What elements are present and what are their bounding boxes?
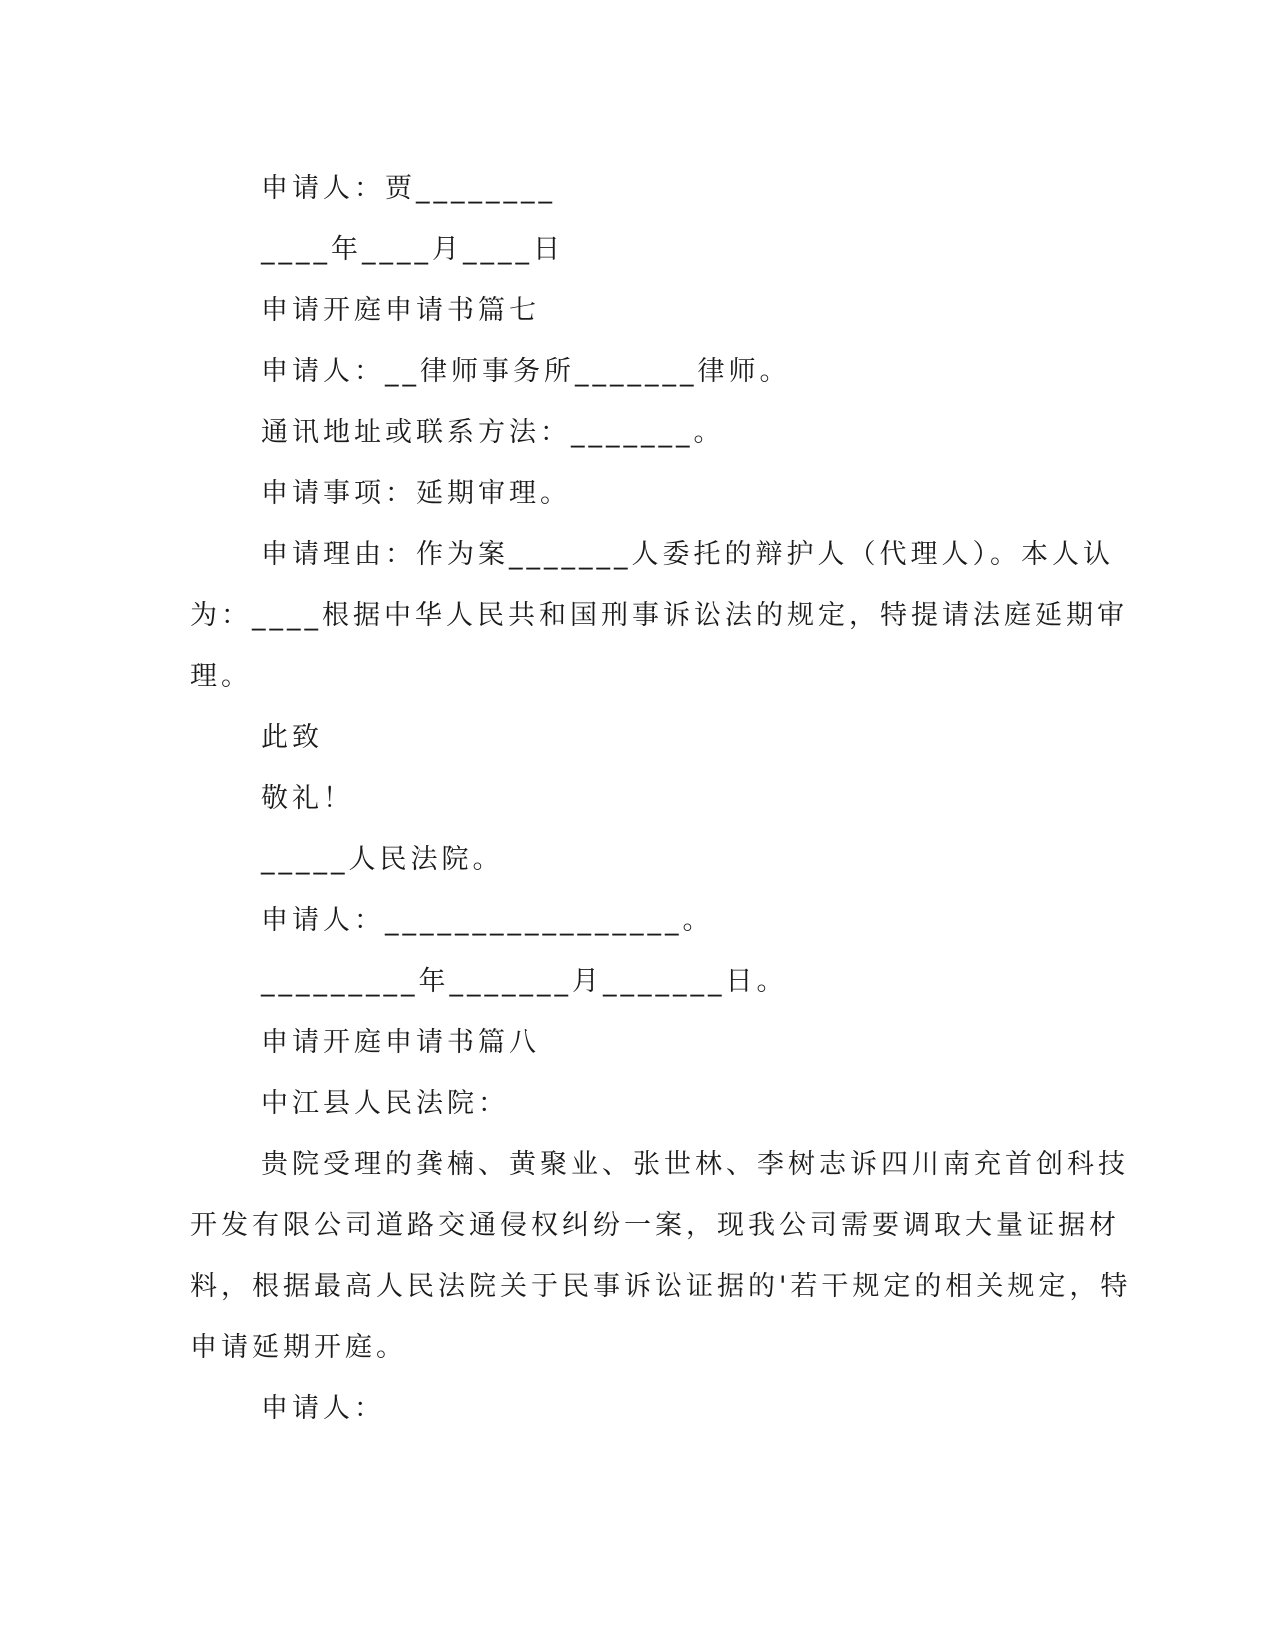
sign-date-line: _________年_______月_______日。 xyxy=(261,966,788,997)
reason-line-2: 为：____根据中华人民共和国刑事诉讼法的规定，特提请法庭延期审 xyxy=(190,600,1128,631)
court-line: _____人民法院。 xyxy=(261,844,504,875)
request-item-line: 申请事项：延期审理。 xyxy=(261,478,571,509)
applicant-line: 申请人：贾________ xyxy=(261,173,556,204)
regards-line: 敬礼！ xyxy=(261,783,354,814)
section-heading-7: 申请开庭申请书篇七 xyxy=(261,295,540,326)
applicant-sign-line: 申请人：_________________。 xyxy=(261,905,714,936)
document-body xyxy=(190,158,1132,1439)
reason-line-1: 申请理由：作为案_______人委托的辩护人（代理人）。本人认 xyxy=(261,539,1114,570)
reason-line-3: 理。 xyxy=(190,661,252,692)
case-line-4: 申请延期开庭。 xyxy=(190,1332,407,1363)
case-paragraph xyxy=(190,1134,1132,1378)
case-line-3: 料，根据最高人民法院关于民事诉讼证据的'若干规定的相关规定，特 xyxy=(190,1271,1132,1302)
contact-line: 通讯地址或联系方法：_______。 xyxy=(261,417,725,448)
addressee-line: 中江县人民法院： xyxy=(261,1088,509,1119)
closing-applicant-line: 申请人： xyxy=(261,1393,385,1424)
case-line-2: 开发有限公司道路交通侵权纠纷一案，现我公司需要调取大量证据材 xyxy=(190,1210,1120,1241)
salutation-line: 此致 xyxy=(261,722,323,753)
date-line: ____年____月____日 xyxy=(261,234,564,265)
section-heading-8: 申请开庭申请书篇八 xyxy=(261,1027,540,1058)
reason-paragraph xyxy=(190,524,1128,707)
applicant-lawyer-line: 申请人：__律师事务所_______律师。 xyxy=(261,356,791,387)
case-line-1: 贵院受理的龚楠、黄聚业、张世林、李树志诉四川南充首创科技 xyxy=(261,1149,1129,1180)
